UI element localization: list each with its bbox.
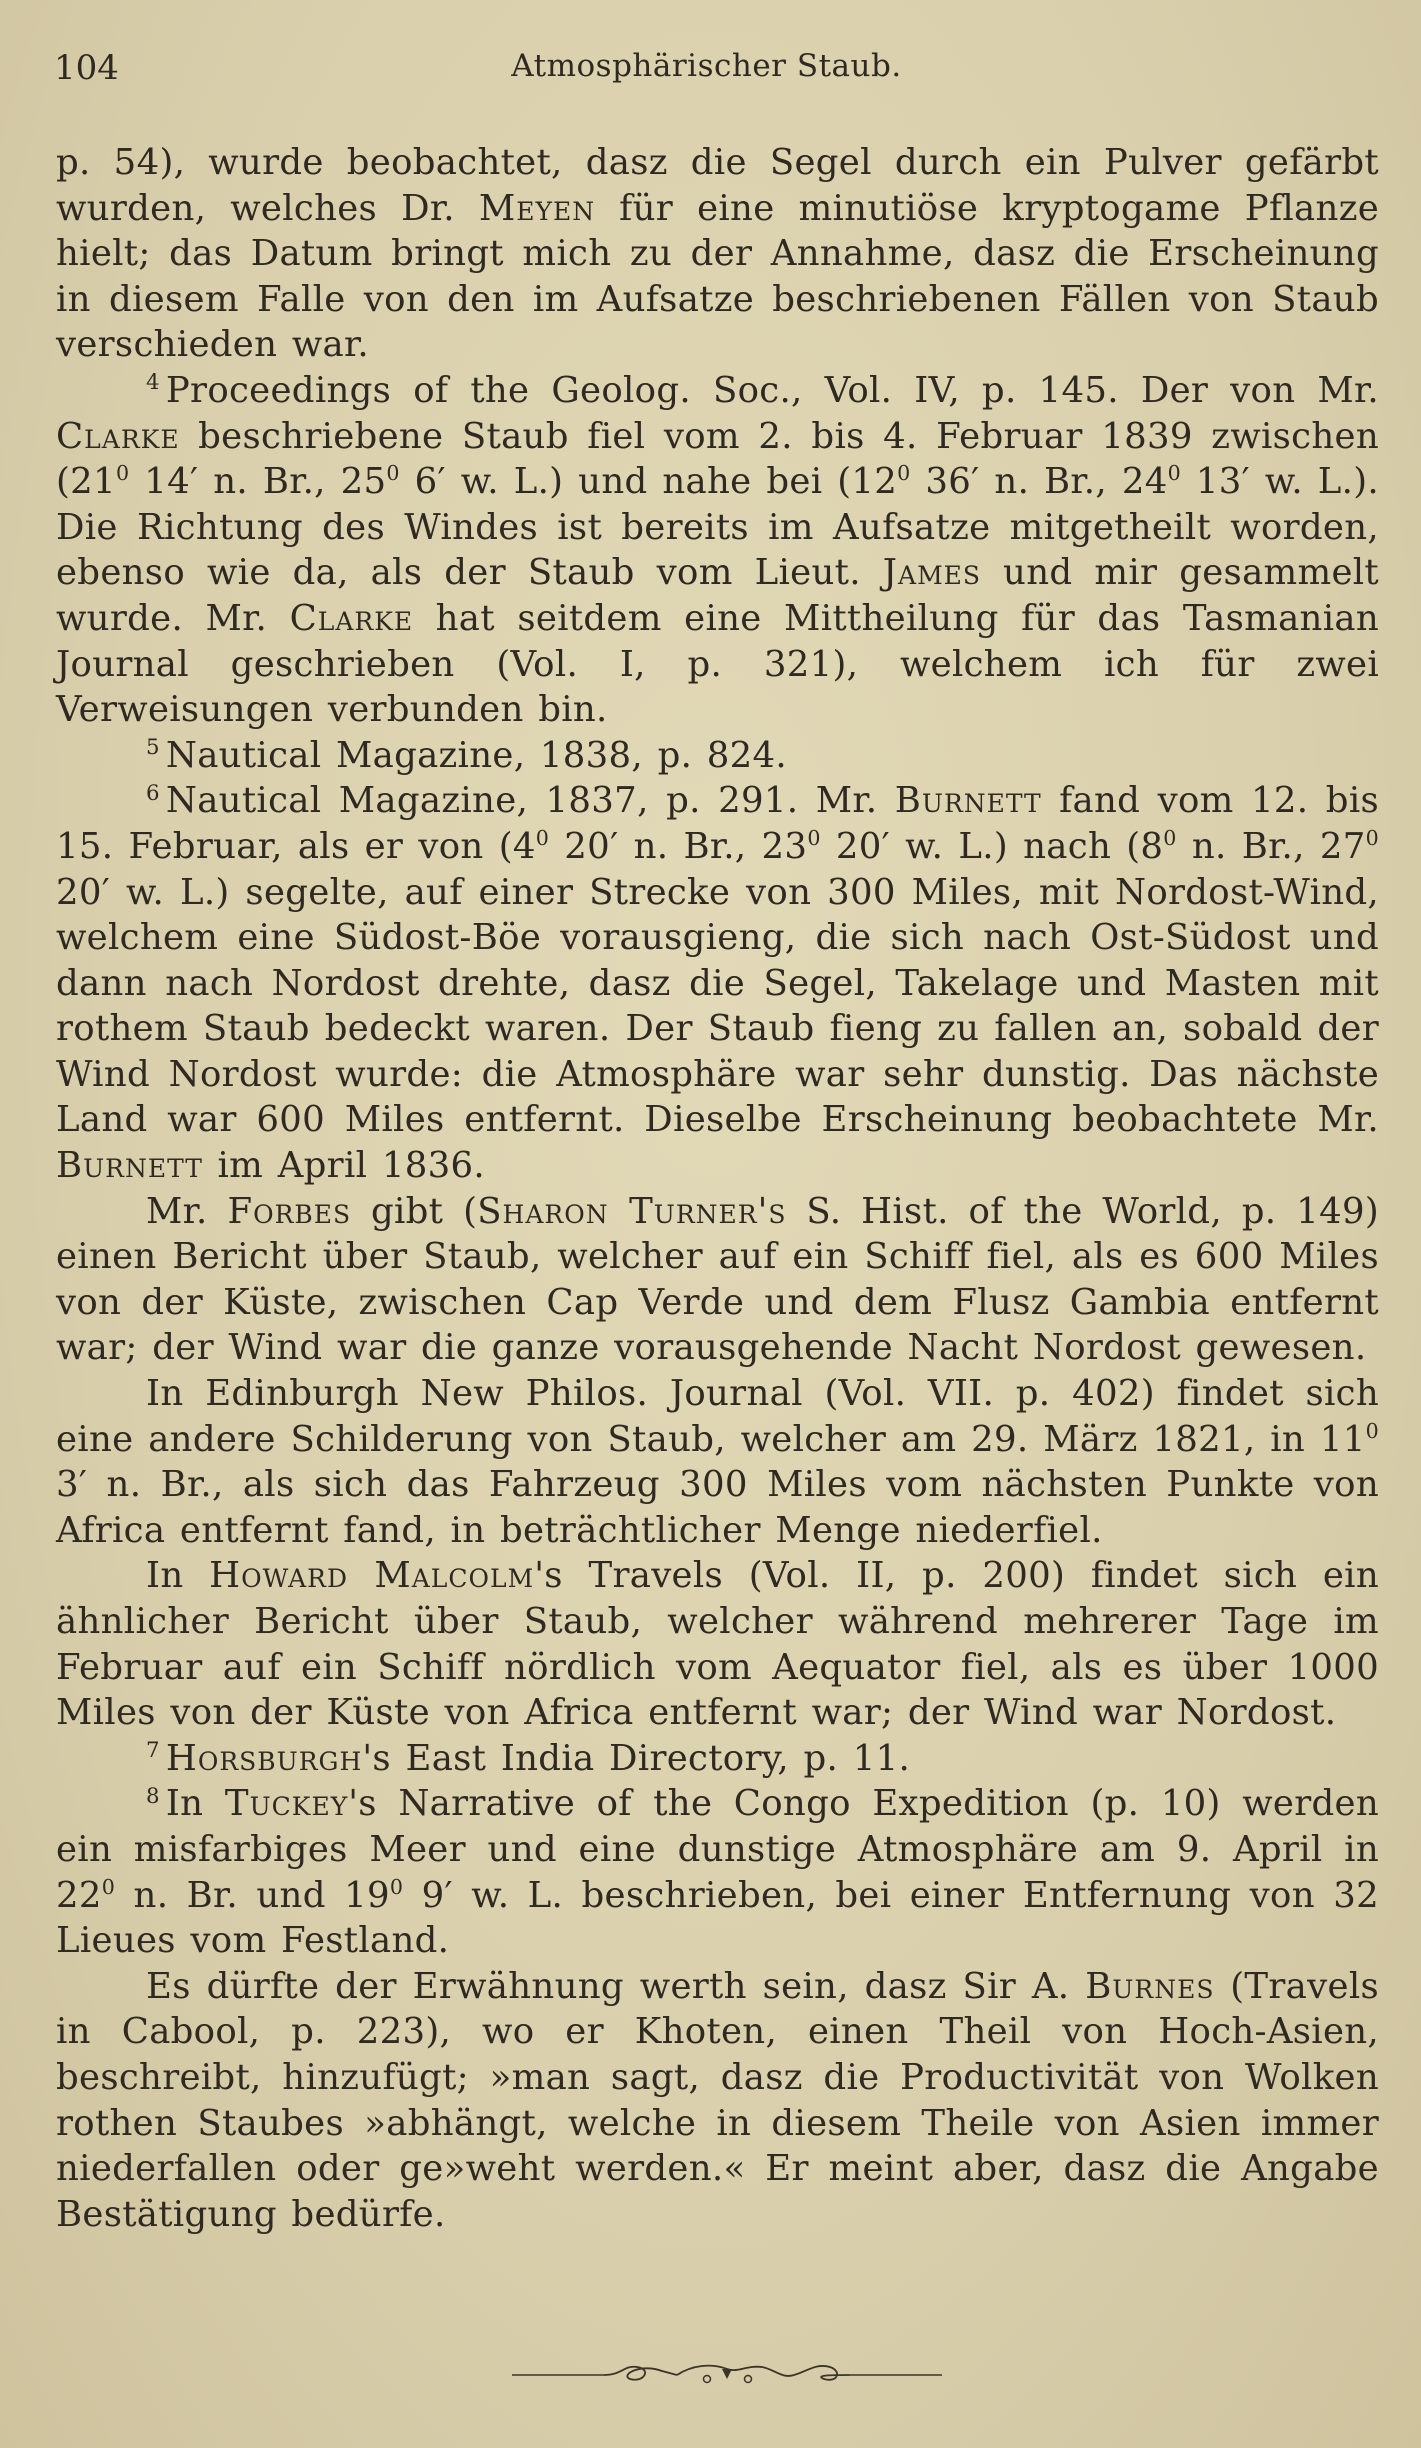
- running-title: Atmosphärischer Staub.: [511, 48, 902, 84]
- text-run: 20′ w. L.) segelte, auf einer Strecke von 300 Miles, mit Nordost-Wind, welchem eine Südost-Böe vorausgieng, die sich nach Ost-Südost und dann nach Nordost drehte, dasz die Segel, Takelage und Masten mit rothem Staub bedeckt waren. Der Staub fieng zu fallen an, sobald der Wind Nordost wurde: die Atmosphäre war sehr dunstig. Das nächste Land war 600 Miles entfernt. Dieselbe Erscheinung beobachtete Mr.: [56, 871, 1379, 1141]
- paragraph: [56, 140, 1379, 368]
- text-run: In: [165, 1783, 225, 1825]
- degree-superscript: 0: [101, 1874, 116, 1899]
- small-caps-name: Tuckey: [224, 1783, 349, 1825]
- small-caps-name: Meyen: [478, 187, 596, 229]
- paragraph: [56, 368, 1379, 733]
- paragraph: [56, 1371, 1379, 1553]
- paragraph: [56, 1553, 1379, 1735]
- text-run: Nautical Magazine, 1837, p. 291. Mr.: [165, 780, 895, 822]
- small-caps-name: Howard Malcolm: [209, 1555, 535, 1597]
- degree-superscript: 0: [389, 1874, 404, 1899]
- small-caps-name: Forbes: [227, 1190, 352, 1232]
- text-run: In Edinburgh New Philos. Journal (Vol. VII. p. 402) findet sich eine andere Schilderung von Staub, welcher am 29. März 1821, in 11: [56, 1373, 1379, 1460]
- footnote-marker: 7: [146, 1738, 160, 1764]
- footnote-marker: 5: [146, 734, 160, 760]
- degree-superscript: 0: [1167, 461, 1181, 486]
- text-run: S. Hist. of the World, p. 149) einen Bericht über Staub, welcher auf ein Schiff fiel, als es 600 Miles von der Küste, zwischen Cap Verde und dem Flusz Gambia entfernt war; der Wind war die ganze vorausgehende Nacht Nordost gewesen.: [56, 1190, 1379, 1369]
- text-run: In: [146, 1555, 210, 1597]
- small-caps-name: Burnett: [894, 780, 1042, 822]
- text-run: Es dürfte der Erwähnung werth sein, dasz Sir A.: [146, 1965, 1086, 2007]
- text-run: Nautical Magazine, 1838, p. 824.: [165, 734, 788, 776]
- paragraph: [56, 733, 1379, 779]
- footnote-marker: 6: [146, 780, 160, 806]
- small-caps-name: Horsburgh: [165, 1737, 363, 1779]
- closing-ornament: [512, 2355, 942, 2395]
- text-run: Proceedings of the Geolog. Soc., Vol. IV, p. 145. Der von Mr.: [165, 369, 1379, 411]
- paragraph: [56, 1189, 1379, 1371]
- small-caps-name: Clarke: [289, 597, 414, 639]
- text-run: 20′ n. Br., 23: [549, 825, 808, 867]
- text-run: 's East India Directory, p. 11.: [362, 1737, 911, 1779]
- degree-superscript: 0: [807, 826, 821, 851]
- footnote-marker: 8: [146, 1783, 160, 1809]
- degree-superscript: 0: [1365, 826, 1380, 851]
- degree-superscript: 0: [1163, 826, 1177, 851]
- text-run: im April 1836.: [202, 1145, 485, 1187]
- text-run: Mr.: [146, 1190, 228, 1232]
- text-run: 20′ w. L.) nach (8: [820, 825, 1164, 867]
- text-run: n. Br. und 19: [115, 1874, 390, 1916]
- small-caps-name: James: [882, 552, 982, 594]
- paragraph: [56, 1964, 1379, 2238]
- footnote-marker: 4: [146, 370, 160, 396]
- page-number: 104: [54, 48, 119, 88]
- text-run: 14′ n. Br., 25: [129, 461, 387, 503]
- text-run: p. 54), wurde beobachtet, dasz die Segel durch ein Pulver gefärbt wurden, welches Dr.: [56, 142, 1379, 229]
- text-run: 's Travels (Vol. II, p. 200) findet sich ein ähnlicher Bericht über Staub, welcher während mehrerer Tage im Februar auf ein Schiff nördlich vom Aequator fiel, als es über 1000 Miles von der Küste von Africa entfernt war; der Wind war Nordost.: [56, 1555, 1379, 1734]
- degree-superscript: 0: [535, 826, 550, 851]
- text-run: n. Br., 27: [1176, 825, 1366, 867]
- small-caps-name: Burnes: [1085, 1965, 1215, 2007]
- text-run: und mir gesammelt wurde. Mr.: [56, 552, 1379, 639]
- paragraph: [56, 778, 1379, 1188]
- text-run: 3′ n. Br., als sich das Fahrzeug 300 Miles vom nächsten Punkte von Africa entfernt fand, in beträchtlicher Menge niederfiel.: [56, 1464, 1379, 1551]
- small-caps-name: Sharon Turner's: [477, 1190, 787, 1232]
- paragraph: [56, 1736, 1379, 1782]
- text-run: 13′ w. L.). Die Richtung des Windes ist bereits im Aufsatze mitgetheilt worden, ebenso wie da, als der Staub vom Lieut.: [56, 461, 1379, 594]
- degree-superscript: 0: [897, 461, 911, 486]
- degree-superscript: 0: [1365, 1418, 1379, 1443]
- text-run: beschriebene Staub fiel vom 2. bis 4. Februar 1839 zwischen (21: [56, 415, 1379, 503]
- text-run: gibt (: [351, 1190, 478, 1232]
- text-run: 9′ w. L. beschrieben, bei einer Entfernung von 32 Lieues vom Festland.: [56, 1874, 1379, 1962]
- footnotes-body: [56, 140, 1379, 2237]
- small-caps-name: Burnett: [56, 1145, 203, 1187]
- text-run: 's Narrative of the Congo Expedition (p. 10) werden ein misfarbiges Meer und eine dunstige Atmosphäre am 9. April in 22: [56, 1783, 1379, 1916]
- text-run: hat seitdem eine Mittheilung für das Tasmanian Journal geschrieben (Vol. I, p. 321), welchem ich für zwei Verweisungen verbunden bin.: [56, 597, 1379, 731]
- small-caps-name: Clarke: [56, 415, 180, 457]
- text-run: für eine minutiöse kryptogame Pflanze hielt; das Datum bringt mich zu der Annahme, dasz die Erscheinung in diesem Falle von den im Aufsatze beschriebenen Fällen von Staub verschieden war.: [56, 187, 1380, 366]
- text-run: 6′ w. L.) und nahe bei (12: [399, 461, 898, 503]
- text-run: fand vom 12. bis 15. Februar, als er von (4: [56, 780, 1380, 867]
- degree-superscript: 0: [115, 461, 130, 486]
- paragraph: [56, 1781, 1379, 1963]
- text-run: (Travels in Cabool, p. 223), wo er Khoten, einen Theil von Hoch-Asien, beschreibt, hinzufügt; »man sagt, dasz die Productivität von Wolken rothen Staubes »abhängt, welche in diesem Theile von Asien immer niederfallen oder ge»weht werden.« Er meint aber, dasz die Angabe Bestätigung bedürfe.: [56, 1965, 1379, 2235]
- page-header: [54, 48, 1359, 98]
- degree-superscript: 0: [386, 461, 400, 486]
- text-run: 36′ n. Br., 24: [910, 461, 1168, 503]
